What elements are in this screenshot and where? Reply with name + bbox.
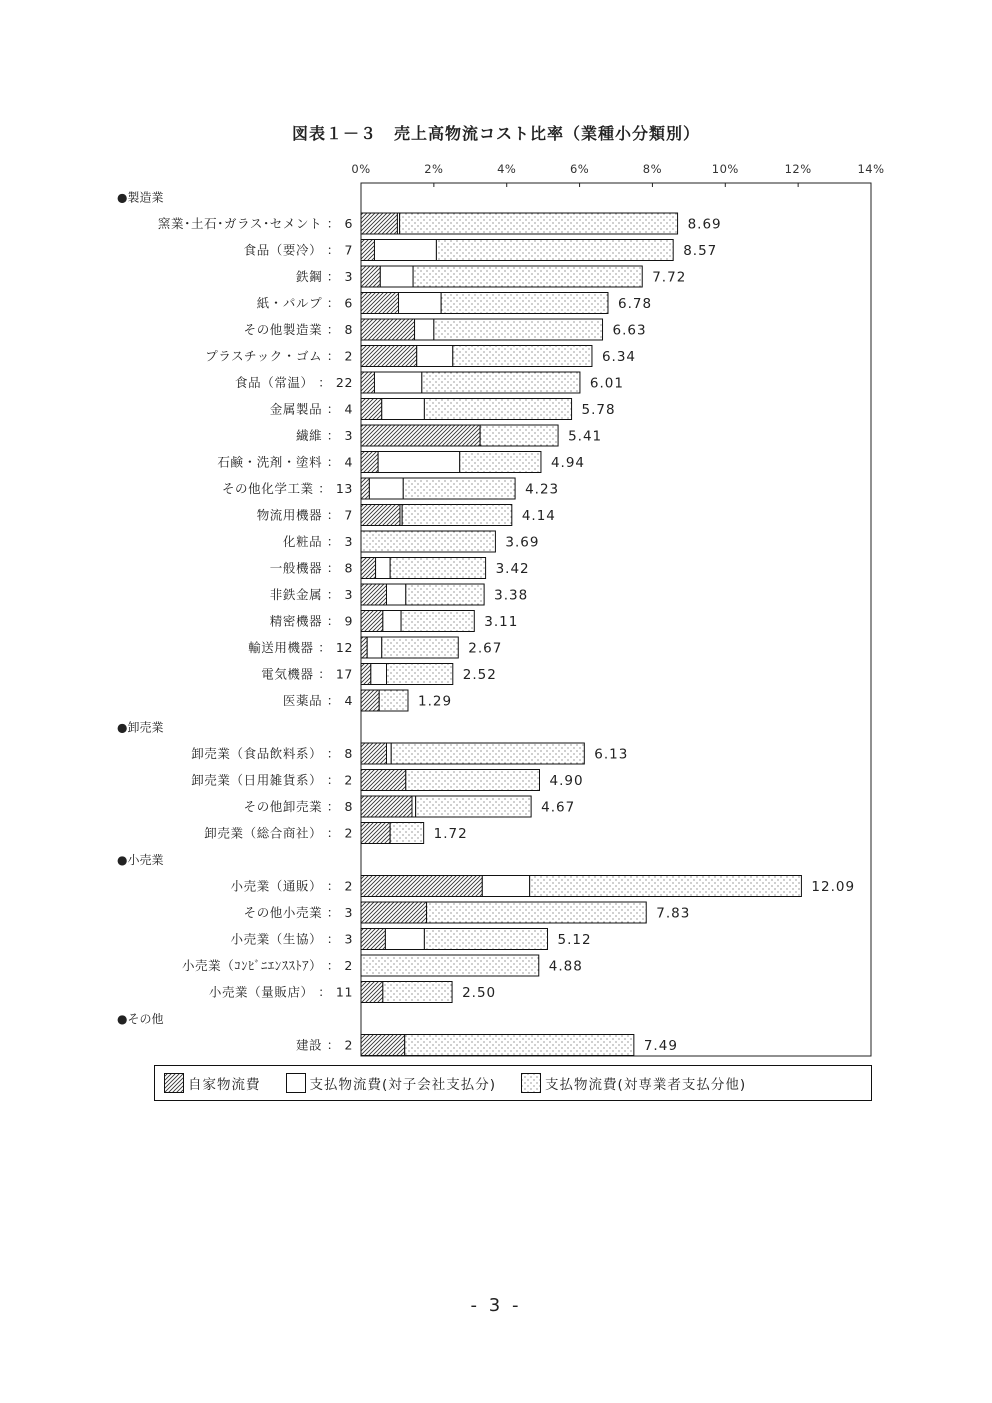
bar-segment-specialist	[406, 770, 540, 791]
bar-category-label: 食品（常温） ： 22	[235, 375, 353, 390]
legend-label: 支払物流費(対子会社支払分)	[309, 1077, 497, 1093]
bar-segment-subsidiary	[371, 664, 387, 685]
page-number: - 3 -	[470, 1295, 522, 1316]
category-group-label: ●製造業	[117, 190, 164, 205]
bar-segment-specialist	[413, 266, 642, 287]
bar-category-label: 精密機器 ： 9	[269, 613, 353, 629]
bar-segment-specialist	[403, 478, 515, 499]
bar-segment-own	[361, 664, 371, 685]
bar-segment-subsidiary	[367, 637, 382, 658]
bar-segment-own	[361, 637, 367, 658]
bar-segment-own	[361, 266, 380, 287]
bar-segment-specialist	[427, 902, 647, 923]
bar-total-label: 5.78	[581, 402, 616, 418]
bar-category-label: 繊維 ： 3	[296, 428, 353, 443]
category-group-label: ●その他	[117, 1012, 164, 1026]
bar-segment-own	[361, 770, 406, 791]
legend-swatch-blank	[286, 1073, 306, 1093]
bar-category-label: 窯業･土石･ガラス･セメント ： 6	[157, 216, 353, 231]
bar-total-label: 4.94	[550, 455, 586, 471]
bar-segment-own	[361, 876, 482, 897]
bar-segment-own	[361, 743, 387, 764]
bar-total-label: 6.01	[589, 375, 624, 392]
bar-total-label: 3.38	[494, 587, 529, 604]
bar-segment-subsidiary	[399, 293, 442, 314]
bar-segment-own	[361, 1035, 405, 1056]
bar-segment-specialist	[405, 1035, 634, 1056]
bar-segment-specialist	[361, 531, 495, 552]
x-tick-label: 0%	[351, 162, 371, 176]
bar-segment-own	[361, 452, 378, 473]
bar-segment-own	[361, 611, 383, 632]
bar-total-label: 4.90	[549, 773, 584, 789]
bar-total-label: 3.42	[495, 561, 530, 577]
bar-segment-specialist	[379, 690, 408, 711]
bar-total-label: 4.23	[525, 481, 560, 498]
bar-segment-specialist	[402, 505, 512, 526]
x-tick-label: 14%	[857, 162, 885, 176]
bar-category-label: 卸売業（総合商社） ： 2	[204, 825, 353, 841]
bar-segment-subsidiary	[387, 584, 406, 605]
bar-segment-specialist	[390, 823, 424, 844]
bar-segment-subsidiary	[374, 240, 436, 261]
bar-segment-own	[361, 584, 387, 605]
bar-total-label: 4.67	[541, 799, 576, 816]
bar-category-label: その他卸売業 ： 8	[243, 799, 353, 814]
legend-swatch-hatch	[164, 1073, 184, 1093]
chart-rows	[117, 190, 855, 1056]
bar-segment-specialist	[453, 346, 592, 367]
legend-item-subsidiary-payment	[286, 1073, 497, 1093]
bar-segment-own	[361, 372, 374, 393]
category-group-label: ●小売業	[117, 853, 164, 867]
bar-segment-specialist	[361, 955, 539, 976]
chart-legend	[154, 1065, 872, 1101]
bar-segment-own	[361, 319, 415, 340]
bar-total-label: 8.69	[687, 216, 722, 233]
bar-category-label: 食品（要冷） ： 7	[243, 242, 353, 258]
bar-segment-subsidiary	[374, 372, 421, 393]
bar-total-label: 1.29	[417, 693, 453, 710]
bar-total-label: 6.34	[601, 349, 637, 365]
bar-segment-specialist	[400, 213, 678, 234]
bar-segment-subsidiary	[412, 796, 416, 817]
bar-segment-own	[361, 213, 397, 234]
bar-segment-specialist	[387, 664, 453, 685]
bar-total-label: 6.78	[617, 296, 653, 312]
bar-segment-subsidiary	[417, 346, 453, 367]
x-tick-label: 10%	[711, 162, 739, 176]
bar-segment-specialist	[434, 319, 603, 340]
bar-category-label: その他化学工業 ： 13	[221, 481, 353, 496]
bar-total-label: 12.09	[811, 879, 856, 895]
bar-category-label: 鉄鋼 ： 3	[296, 269, 353, 284]
bar-category-label: 物流用機器 ： 7	[256, 507, 353, 523]
bar-segment-specialist	[530, 876, 802, 897]
bar-category-label: 小売業（ｺﾝﾋﾞﾆｴﾝｽｽﾄｱ） ： 2	[181, 958, 353, 973]
bar-category-label: 金属製品 ： 4	[269, 401, 353, 417]
bar-category-label: 石鹸・洗剤・塗料 ： 4	[217, 454, 353, 470]
bar-segment-subsidiary	[383, 611, 401, 632]
bar-total-label: 2.50	[462, 985, 497, 1001]
bar-category-label: 小売業（量販店） ： 11	[208, 984, 353, 1000]
bar-category-label: 電気機器 ： 17	[261, 666, 353, 682]
bar-segment-specialist	[406, 584, 484, 605]
bar-segment-specialist	[480, 425, 558, 446]
bar-total-label: 8.57	[683, 243, 718, 259]
chart-title: 図表１－３ 売上高物流コスト比率（業種小分類別）	[291, 124, 700, 143]
bar-category-label: 卸売業（食品飲料系） ： 8	[191, 746, 353, 761]
x-tick-label: 12%	[784, 162, 812, 176]
bar-total-label: 1.72	[433, 826, 468, 842]
bar-category-label: 建設 ： 2	[296, 1037, 353, 1053]
bar-segment-specialist	[436, 240, 673, 261]
bar-segment-specialist	[441, 293, 608, 314]
legend-item-specialist-payment	[521, 1073, 746, 1093]
bar-segment-own	[361, 902, 427, 923]
bar-segment-subsidiary	[369, 478, 403, 499]
bar-segment-own	[361, 293, 399, 314]
bar-segment-subsidiary	[376, 558, 391, 579]
bar-segment-specialist	[422, 372, 580, 393]
bar-segment-subsidiary	[385, 929, 424, 950]
legend-label: 支払物流費(対専業者支払分他)	[545, 1077, 747, 1093]
bar-total-label: 5.12	[557, 932, 592, 948]
bar-segment-own	[361, 558, 376, 579]
bar-category-label: その他製造業 ： 8	[243, 322, 353, 337]
bar-segment-subsidiary	[415, 319, 434, 340]
bar-segment-specialist	[424, 929, 547, 950]
bar-segment-specialist	[460, 452, 541, 473]
bar-segment-own	[361, 823, 390, 844]
bar-total-label: 4.88	[548, 958, 583, 975]
bar-segment-own	[361, 346, 417, 367]
legend-item-own-logistics	[164, 1073, 261, 1093]
bar-segment-own	[361, 478, 369, 499]
bar-category-label: 小売業（生協） ： 3	[230, 931, 353, 947]
bar-category-label: 非鉄金属 ： 3	[269, 587, 353, 602]
bar-segment-own	[361, 425, 480, 446]
bar-segment-subsidiary	[387, 743, 392, 764]
bar-segment-subsidiary	[380, 266, 413, 287]
bar-segment-own	[361, 796, 412, 817]
bar-segment-subsidiary	[482, 876, 529, 897]
bar-segment-specialist	[424, 399, 571, 420]
bar-category-label: 輸送用機器 ： 12	[248, 640, 353, 655]
bar-segment-own	[361, 240, 374, 261]
category-group-label: ●卸売業	[117, 720, 164, 735]
bar-total-label: 6.63	[612, 322, 647, 339]
bar-segment-own	[361, 982, 383, 1003]
bar-total-label: 2.52	[462, 667, 497, 683]
bar-total-label: 5.41	[568, 428, 603, 445]
bar-category-label: 化粧品 ： 3	[282, 534, 353, 549]
bar-total-label: 7.49	[643, 1038, 678, 1054]
bar-category-label: プラスチック・ゴム ： 2	[205, 348, 353, 364]
bar-segment-specialist	[390, 558, 485, 579]
bar-category-label: 一般機器 ： 8	[269, 560, 353, 576]
bar-segment-specialist	[383, 982, 452, 1003]
bar-total-label: 3.69	[505, 534, 540, 551]
bar-segment-own	[361, 505, 400, 526]
bar-total-label: 4.14	[521, 508, 556, 524]
bar-category-label: 紙・パルプ ： 6	[256, 295, 353, 311]
bar-segment-own	[361, 690, 379, 711]
bar-category-label: 卸売業（日用雑貨系） ： 2	[191, 772, 353, 788]
bar-total-label: 3.11	[484, 614, 519, 630]
x-tick-label: 8%	[642, 162, 663, 176]
bar-category-label: 医薬品 ： 4	[282, 693, 353, 708]
bar-segment-own	[361, 929, 385, 950]
bar-segment-specialist	[401, 611, 474, 632]
bar-category-label: 小売業（通販） ： 2	[230, 878, 353, 894]
bar-segment-subsidiary	[378, 452, 460, 473]
bar-segment-specialist	[382, 637, 459, 658]
x-tick-label: 6%	[569, 162, 590, 176]
bar-total-label: 6.13	[594, 746, 629, 763]
bar-category-label: その他小売業 ： 3	[243, 905, 353, 920]
bar-total-label: 7.72	[652, 269, 687, 286]
x-tick-label: 2%	[424, 162, 444, 176]
bar-segment-subsidiary	[382, 399, 425, 420]
bar-total-label: 2.67	[468, 640, 503, 657]
bar-total-label: 7.83	[656, 905, 691, 922]
bar-segment-specialist	[391, 743, 584, 764]
x-tick-label: 4%	[497, 162, 517, 176]
bar-segment-own	[361, 399, 382, 420]
bar-segment-specialist	[416, 796, 531, 817]
legend-label: 自家物流費	[188, 1077, 261, 1093]
legend-swatch-dots	[521, 1073, 541, 1093]
